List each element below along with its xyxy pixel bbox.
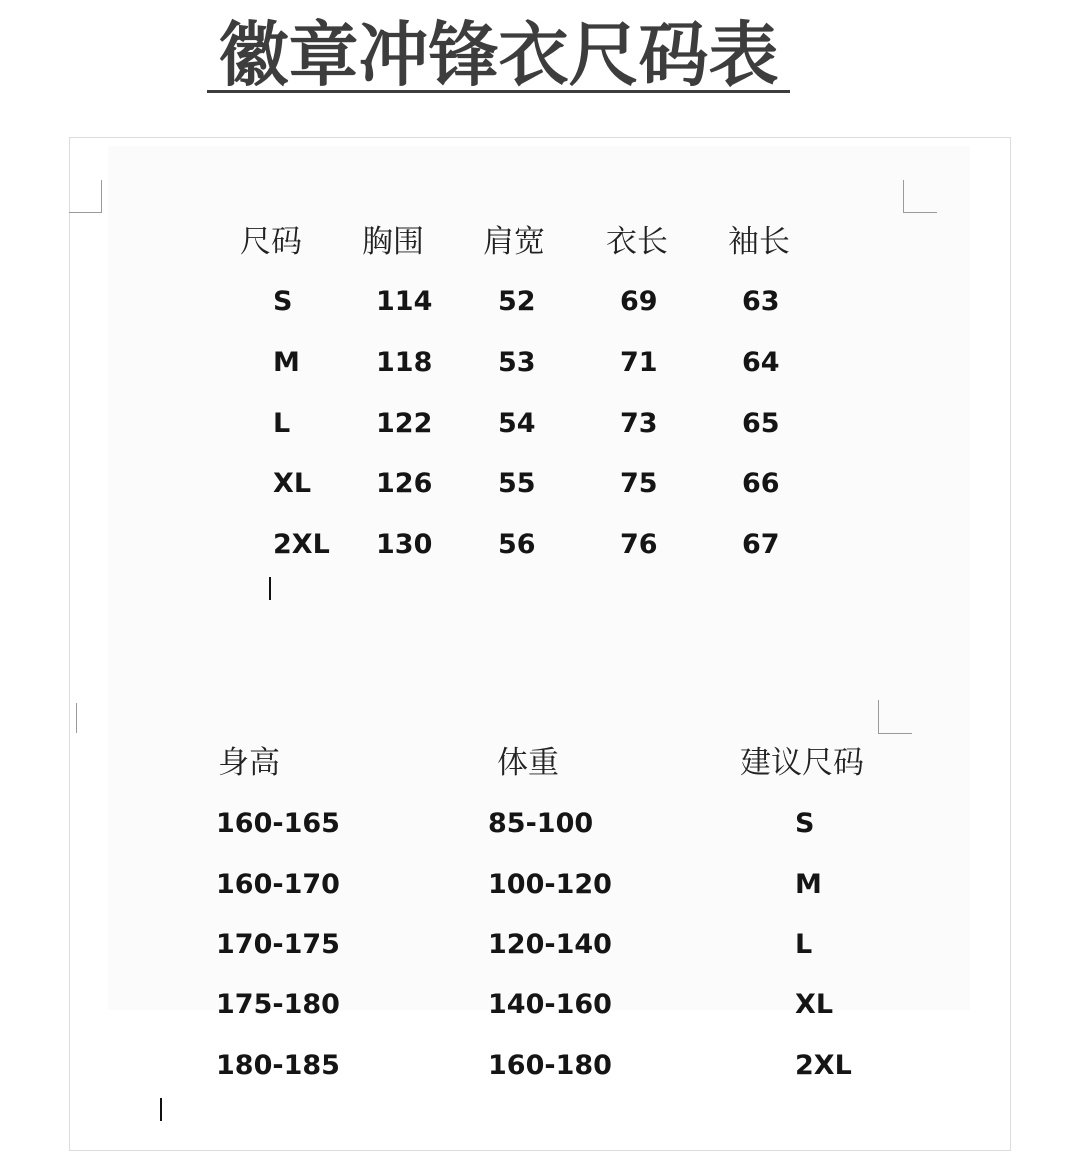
recommend-table-header-height: 身高 [218, 745, 280, 781]
size-table-cell: 118 [376, 347, 433, 378]
recommend-table-cell: 100-120 [488, 869, 612, 900]
text-cursor[interactable] [269, 577, 271, 600]
size-table-cell: 67 [742, 529, 780, 560]
size-table-cell: 2XL [273, 529, 330, 560]
size-table-cell: 54 [498, 408, 536, 439]
crop-mark-top-right-h [903, 212, 937, 213]
size-table-header-sleeve: 袖长 [728, 224, 790, 260]
size-table-header-shoulder: 肩宽 [483, 224, 545, 260]
size-table-cell: 73 [620, 408, 658, 439]
crop-mark-top-left-v [101, 180, 102, 213]
size-table-cell: XL [273, 468, 312, 499]
page-title: 徽章冲锋衣尺码表 [207, 20, 790, 93]
size-table-cell: M [273, 347, 300, 378]
size-table-cell: S [273, 286, 293, 317]
recommend-table-cell: XL [795, 989, 834, 1020]
crop-mark-top-right-v [903, 180, 904, 213]
size-table-cell: 53 [498, 347, 536, 378]
crop-mark-mid-right-h [878, 733, 912, 734]
recommend-table-cell: 120-140 [488, 929, 612, 960]
size-table-cell: 52 [498, 286, 536, 317]
recommend-table-cell: 160-180 [488, 1050, 612, 1081]
size-table-cell: 55 [498, 468, 536, 499]
size-table-cell: 56 [498, 529, 536, 560]
crop-mark-mid-left-v [76, 703, 77, 733]
size-table-cell: 122 [376, 408, 433, 439]
size-table-cell: 76 [620, 529, 658, 560]
size-table-cell: 66 [742, 468, 780, 499]
recommend-table-cell: 140-160 [488, 989, 612, 1020]
recommend-table-cell: 170-175 [216, 929, 340, 960]
size-table-cell: 69 [620, 286, 658, 317]
recommend-table-cell: L [795, 929, 813, 960]
recommend-table-cell: S [795, 808, 815, 839]
size-table-cell: 114 [376, 286, 433, 317]
size-table-cell: 63 [742, 286, 780, 317]
size-table-cell: 64 [742, 347, 780, 378]
recommend-table-cell: 160-165 [216, 808, 340, 839]
recommend-table-cell: M [795, 869, 822, 900]
size-table-cell: 71 [620, 347, 658, 378]
recommend-table-cell: 85-100 [488, 808, 594, 839]
size-table-header-length: 衣长 [606, 224, 668, 260]
text-cursor[interactable] [160, 1098, 162, 1121]
size-table-cell: 130 [376, 529, 433, 560]
recommend-table-cell: 160-170 [216, 869, 340, 900]
size-table-cell: L [273, 408, 291, 439]
size-table-cell: 65 [742, 408, 780, 439]
crop-mark-mid-right-v [878, 700, 879, 734]
recommend-table-header-size: 建议尺码 [740, 745, 864, 781]
size-table-header-chest: 胸围 [362, 224, 424, 260]
crop-mark-top-left-h [69, 212, 102, 213]
size-table-cell: 75 [620, 468, 658, 499]
size-table-cell: 126 [376, 468, 433, 499]
recommend-table-header-weight: 体重 [497, 745, 559, 781]
recommend-table-cell: 180-185 [216, 1050, 340, 1081]
recommend-table-cell: 2XL [795, 1050, 852, 1081]
recommend-table-cell: 175-180 [216, 989, 340, 1020]
size-table-header-size: 尺码 [240, 224, 302, 260]
